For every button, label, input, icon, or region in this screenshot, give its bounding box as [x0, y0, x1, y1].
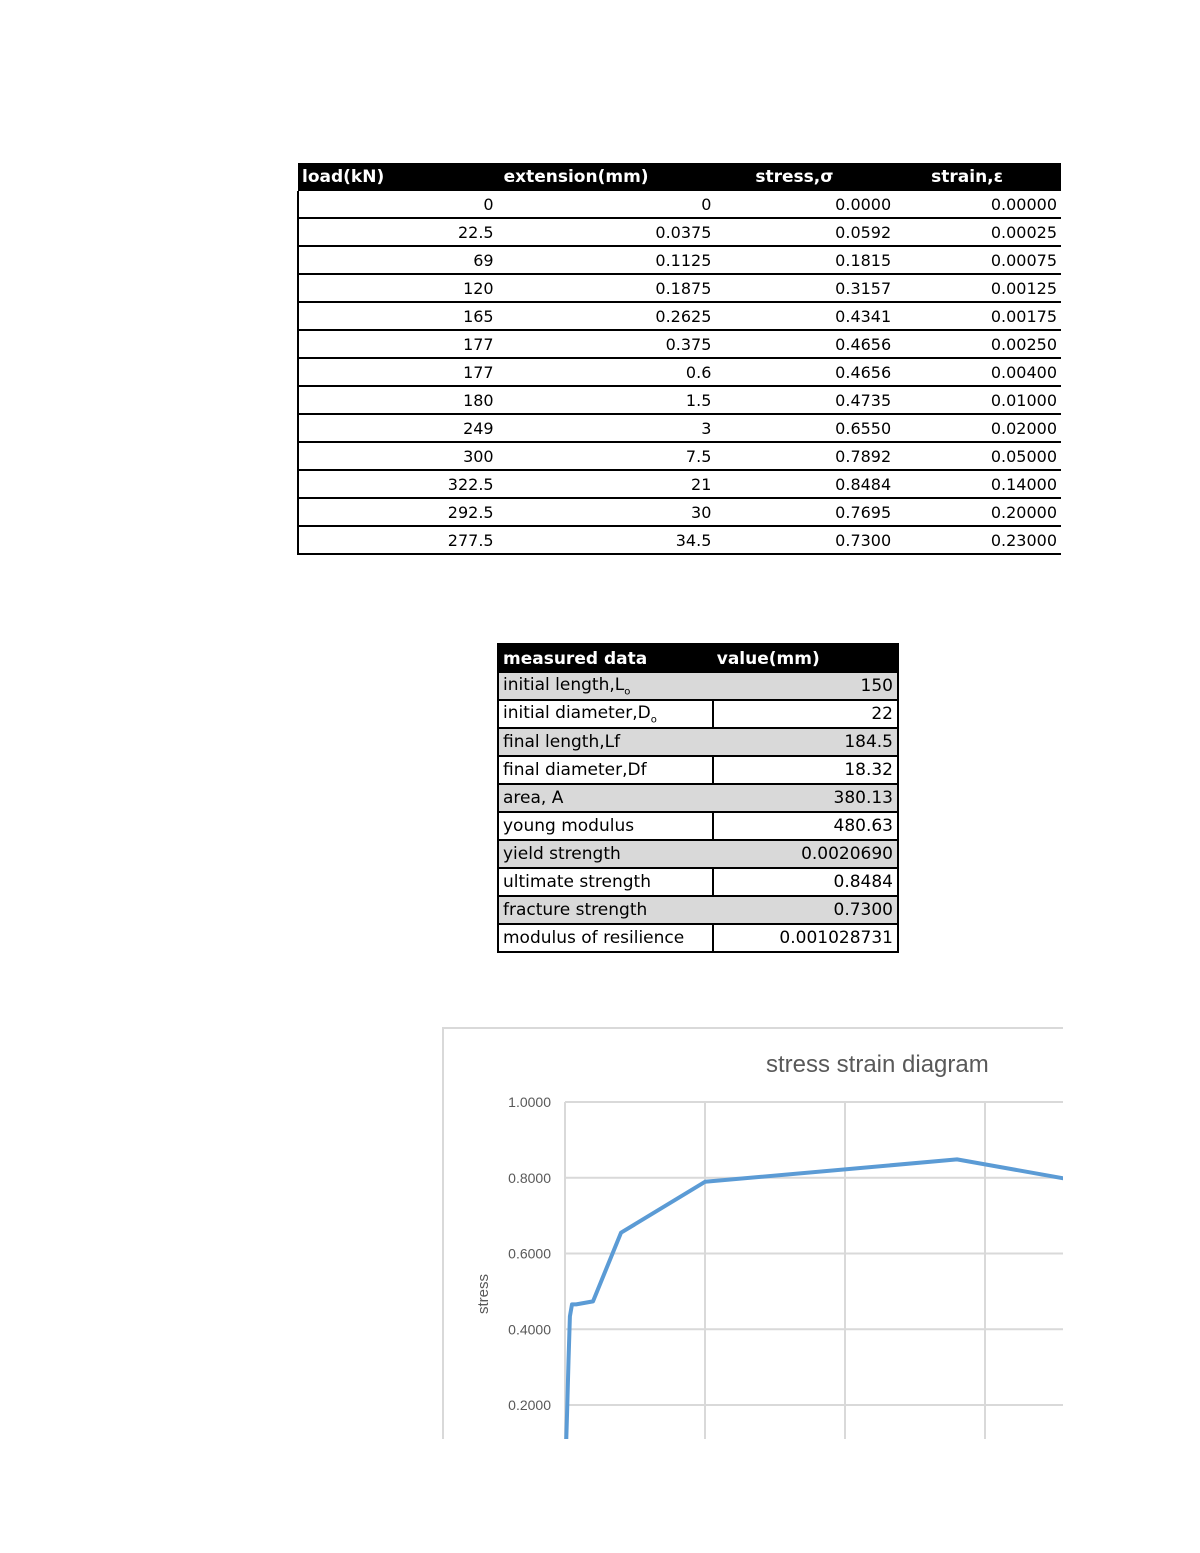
measured-row [498, 673, 898, 700]
cell: 0.4656 [715, 330, 895, 358]
table-row [298, 274, 1061, 302]
cell: 0.05000 [895, 442, 1061, 470]
cell: 0.4656 [715, 358, 895, 386]
chart-title: stress strain diagram [766, 1051, 989, 1078]
table-row [298, 302, 1061, 330]
cell: 0.00125 [895, 274, 1061, 302]
cell: 165 [298, 302, 498, 330]
table-row [298, 191, 1061, 218]
table-row [298, 526, 1061, 554]
cell: 0.00175 [895, 302, 1061, 330]
cell: 0.14000 [895, 470, 1061, 498]
cell: 0.375 [498, 330, 716, 358]
cell: 0 [498, 191, 716, 218]
cell: 0.1875 [498, 274, 716, 302]
cell: 3 [498, 414, 716, 442]
measured-row [498, 868, 898, 896]
cell: 34.5 [498, 526, 716, 554]
cell: 69 [298, 246, 498, 274]
chart-y-tick-label: 0.8000 [508, 1169, 551, 1186]
table-row [298, 330, 1061, 358]
measured-value: 0.0020690 [713, 840, 898, 868]
measured-label: final length,Lf [498, 728, 713, 756]
chart-gridlines [565, 1102, 1063, 1439]
header-strain: strain,ε [895, 163, 1061, 191]
cell: 0.4341 [715, 302, 895, 330]
measured-row [498, 784, 898, 812]
cell: 0.2625 [498, 302, 716, 330]
measured-row [498, 924, 898, 952]
chart-y-axis-label: stress [475, 1273, 492, 1315]
cell: 0.00250 [895, 330, 1061, 358]
cell: 0.8484 [715, 470, 895, 498]
table-row [298, 386, 1061, 414]
cell: 177 [298, 358, 498, 386]
measured-value: 22 [713, 700, 898, 728]
table-row [298, 498, 1061, 526]
measured-value: 0.8484 [713, 868, 898, 896]
measured-header-row [498, 644, 898, 673]
measured-label [498, 673, 713, 700]
measured-data-table [497, 643, 899, 953]
cell: 322.5 [298, 470, 498, 498]
table-header-row [298, 163, 1061, 191]
load-extension-table [297, 163, 1061, 555]
cell: 180 [298, 386, 498, 414]
cell: 0.00025 [895, 218, 1061, 246]
chart-y-tick-label: 1.0000 [508, 1094, 551, 1110]
measured-row [498, 840, 898, 868]
measured-value: 0.7300 [713, 896, 898, 924]
measured-row [498, 728, 898, 756]
cell: 0.7300 [715, 526, 895, 554]
cell: 277.5 [298, 526, 498, 554]
cell: 120 [298, 274, 498, 302]
measured-label-text: initial length,L [503, 674, 625, 695]
table-row [298, 246, 1061, 274]
chart-canvas [444, 1029, 1063, 1439]
cell: 0.23000 [895, 526, 1061, 554]
chart-y-tick-label: 0.6000 [508, 1245, 551, 1262]
cell: 0.7695 [715, 498, 895, 526]
measured-label-subscript: o [650, 714, 657, 726]
cell: 22.5 [298, 218, 498, 246]
cell: 0.02000 [895, 414, 1061, 442]
table-row [298, 470, 1061, 498]
measured-label [498, 700, 713, 728]
table-row [298, 442, 1061, 470]
measured-label-text: initial diameter,D [503, 702, 651, 723]
measured-label-subscript: o [624, 686, 631, 698]
measured-value: 380.13 [713, 784, 898, 812]
cell: 30 [498, 498, 716, 526]
measured-row [498, 756, 898, 784]
table-row [298, 218, 1061, 246]
cell: 0.1815 [715, 246, 895, 274]
cell: 21 [498, 470, 716, 498]
cell: 7.5 [498, 442, 716, 470]
measured-value: 0.001028731 [713, 924, 898, 952]
cell: 0.7892 [715, 442, 895, 470]
measured-label: yield strength [498, 840, 713, 868]
measured-value: 184.5 [713, 728, 898, 756]
measured-label: area, A [498, 784, 713, 812]
cell: 0.6550 [715, 414, 895, 442]
measured-label: young modulus [498, 812, 713, 840]
cell: 0.00400 [895, 358, 1061, 386]
cell: 0.6 [498, 358, 716, 386]
measured-row [498, 812, 898, 840]
chart-y-ticks [508, 1094, 551, 1413]
cell: 1.5 [498, 386, 716, 414]
cell: 292.5 [298, 498, 498, 526]
cell: 0.00000 [895, 191, 1061, 218]
cell: 249 [298, 414, 498, 442]
measured-label: modulus of resilience [498, 924, 713, 952]
measured-value: 480.63 [713, 812, 898, 840]
cell: 177 [298, 330, 498, 358]
cell: 0.01000 [895, 386, 1061, 414]
measured-value: 18.32 [713, 756, 898, 784]
cell: 0.3157 [715, 274, 895, 302]
header-load: load(kN) [298, 163, 498, 191]
header-extension: extension(mm) [498, 163, 716, 191]
cell: 300 [298, 442, 498, 470]
table-row [298, 358, 1061, 386]
chart-y-tick-label: 0.4000 [508, 1321, 551, 1338]
cell: 0.0375 [498, 218, 716, 246]
cell: 0.1125 [498, 246, 716, 274]
measured-row [498, 896, 898, 924]
cell: 0 [298, 191, 498, 218]
cell: 0.0000 [715, 191, 895, 218]
chart-y-tick-label: 0.2000 [508, 1397, 551, 1413]
cell: 0.4735 [715, 386, 895, 414]
measured-row [498, 700, 898, 728]
header-stress: stress,σ [715, 163, 895, 191]
stress-strain-chart [442, 1027, 1063, 1439]
cell: 0.0592 [715, 218, 895, 246]
measured-label: fracture strength [498, 896, 713, 924]
header-value: value(mm) [713, 644, 898, 673]
header-measured-data: measured data [498, 644, 713, 673]
chart-series-stress [565, 1159, 1063, 1439]
table-row [298, 414, 1061, 442]
measured-label: ultimate strength [498, 868, 713, 896]
cell: 0.20000 [895, 498, 1061, 526]
measured-label: final diameter,Df [498, 756, 713, 784]
measured-value: 150 [713, 673, 898, 700]
cell: 0.00075 [895, 246, 1061, 274]
